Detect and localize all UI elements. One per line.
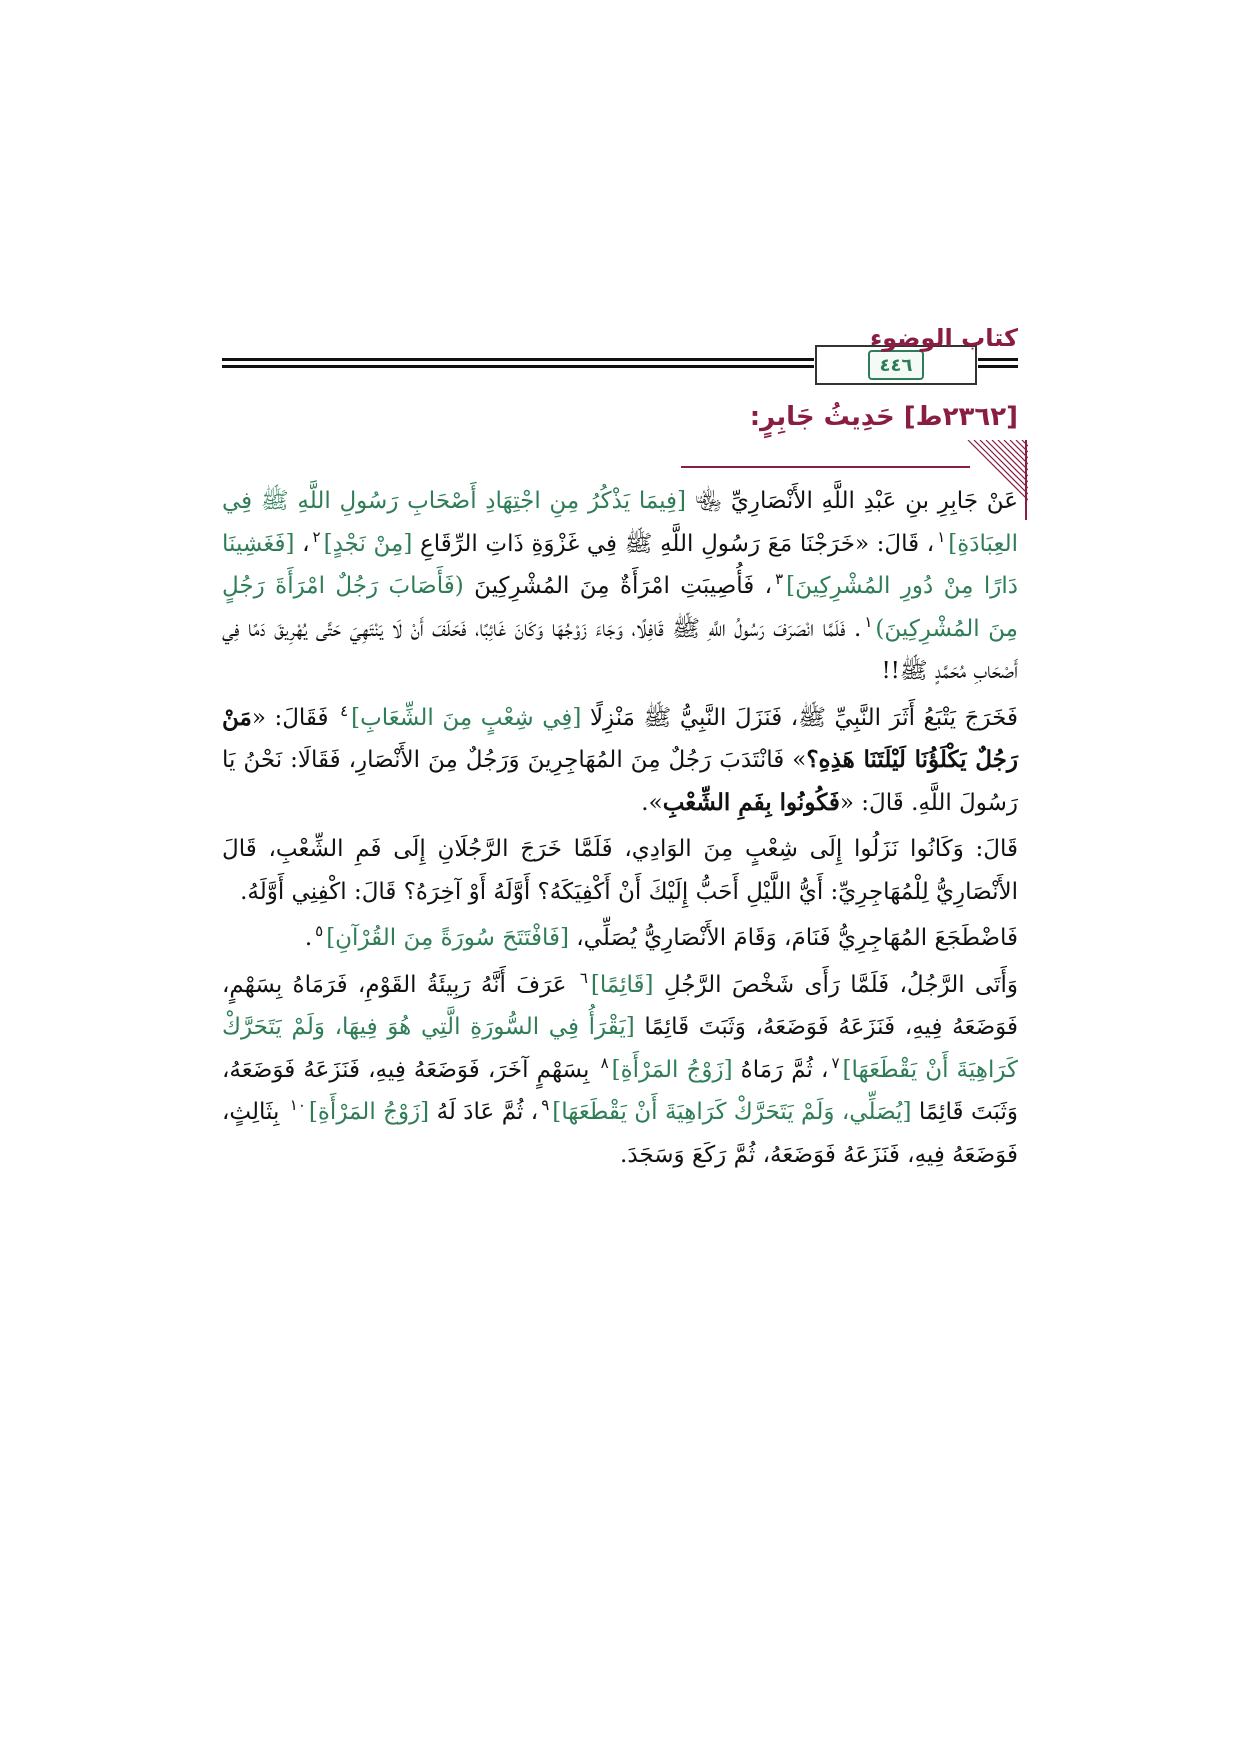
bracketed-addition: [زَوْجُ المَرْأَةِ] <box>308 1099 430 1125</box>
bracketed-addition: [يُصَلِّي، وَلَمْ يَتَحَرَّكْ كَرَاهِيَةَ أَنْ يَقْطَعَهَا] <box>552 1099 912 1125</box>
bracketed-addition: [فِيمَا يَذْكُرُ مِنِ اجْتِهَادِ أَصْحَابِ رَسُولِ اللَّهِ ﷺ فِي العِبَادَةِ] <box>222 488 1018 557</box>
text-run: ، قَالَ: «خَرَجْنَا مَعَ رَسُولِ اللَّهِ ﷺ فِي غَزْوَةِ ذَاتِ الرِّقَاعِ <box>412 530 935 557</box>
book-title: كتاب الوضوء <box>869 324 1018 352</box>
text-run: . <box>304 925 313 951</box>
prophetic-quote: فَكُونُوا بِفَمِ الشِّعْبِ <box>662 788 840 816</box>
prophetic-quote: مَنْ رَجُلٌ يَكْلَؤُنَا لَيْلَتَنَا هَذِهِ؟ <box>222 703 1019 773</box>
text-run: بِثَالِثٍ، فَوَضَعَهُ فِيهِ، فَنَزَعَهُ فَوَضَعَهُ، ثُمَّ رَكَعَ وَسَجَدَ. <box>222 1099 1018 1168</box>
text-run: ، ثُمَّ رَمَاهُ <box>732 1056 829 1083</box>
text-run: فَخَرَجَ يَتْبَعُ أَثَرَ النَّبِيِّ ﷺ، فَنَزَلَ النَّبِيُّ ﷺ مَنْزِلًا <box>581 704 1019 731</box>
bracketed-addition: [فِي شِعْبٍ مِنَ الشِّعَابِ] <box>351 704 582 731</box>
footnote-marker: ١ <box>937 527 946 546</box>
footnote-marker: ٤ <box>340 701 349 720</box>
header-rule <box>978 365 1018 368</box>
paragraph <box>222 964 1018 1177</box>
footnote-marker: ١٠ <box>289 1096 306 1115</box>
text-run: ». <box>641 789 663 816</box>
bracketed-addition: [مِنْ نَجْدٍ] <box>323 530 413 557</box>
footnote-marker: ١ <box>864 612 873 631</box>
text-run: عَنْ جَابِرِ بنِ عَبْدِ اللَّهِ الأَنْصَارِيِّ ﵄ <box>686 488 1018 514</box>
hadith-text <box>222 480 1018 1180</box>
bracketed-addition: [يَقْرَأُ فِي السُّورَةِ الَّتِي هُوَ فِيهَا، وَلَمْ يَتَحَرَّكْ كَرَاهِيَةَ أَنْ يَقْطَعَهَا] <box>222 1014 1018 1083</box>
text-run: فَاضْطَجَعَ المُهَاجِرِيُّ فَنَامَ، وَقَامَ الأَنْصَارِيُّ يُصَلِّي، <box>568 925 1018 951</box>
text-run: قَالَ: وَكَانُوا نَزَلُوا إِلَى شِعْبٍ مِنَ الوَادِي، فَلَمَّا خَرَجَ الرَّجُلَانِ إِلَى فَمِ الشِّعْبِ، قَالَ الأَنْصَارِيُّ لِلْمُهَاجِرِيِّ: أَيُّ اللَّيْلِ أَحَبُّ إِلَيْكَ أَنْ أَكْفِيَكَهُ؟ أَوَّلَهُ أَوْ آخِرَهُ؟ قَالَ: اكْفِنِي أَوَّلَهُ. <box>222 836 1018 905</box>
page-number: ٤٤٦ <box>868 350 924 380</box>
footnote-marker: ٨ <box>600 1053 609 1072</box>
text-run: » فَانْتَدَبَ رَجُلٌ مِنَ المُهَاجِرِينَ وَرَجُلٌ مِنَ الأَنْصَارِ، فَقَالَا: نَحْنُ يَا رَسُولَ اللَّهِ. قَالَ: « <box>222 747 1018 816</box>
text-run: ، ثُمَّ عَادَ لَهُ <box>429 1099 539 1125</box>
header-rule <box>222 358 814 361</box>
text-run: عَرَفَ أَنَّهُ رَبِيئَةُ القَوْمِ، فَرَمَاهُ بِسَهْمٍ، فَوَضَعَهُ فِيهِ، فَنَزَعَهُ فَوَضَعَهُ، وَثَبَتَ قَائِمًا <box>222 971 1018 1040</box>
paragraph <box>222 480 1018 693</box>
text-run: ، فَأُصِيبَتِ امْرَأَةٌ مِنَ المُشْرِكِينَ <box>463 573 773 599</box>
paragraph <box>222 697 1018 825</box>
text-run: . فَلَمَّا انْصَرَفَ رَسُولُ اللَّهِ ﷺ قَافِلًا، وَجَاءَ زَوْجُهَا وَكَانَ غَائِبًا، فَحَلَفَ أَنْ لَا يَنْتَهِيَ حَتَّى يُهْرِيقَ دَمًا فِي أَصْحَابِ مُحَمَّدٍ ﷺ!! <box>222 615 1018 684</box>
bracketed-addition: [زَوْجُ المَرْأَةِ] <box>611 1056 733 1083</box>
footnote-marker: ٦ <box>579 968 588 987</box>
bracketed-addition: [قَائِمًا] <box>590 971 654 998</box>
footnote-marker: ٣ <box>775 570 784 589</box>
text-run: بِسَهْمٍ آخَرَ، فَوَضَعَهُ فِيهِ، فَنَزَعَهُ فَوَضَعَهُ، وَثَبَتَ قَائِمًا <box>222 1056 1018 1125</box>
footnote-marker: ٩ <box>541 1096 550 1115</box>
header-rule <box>222 365 814 368</box>
footnote-marker: ٧ <box>831 1053 840 1072</box>
footnote-marker: ٥ <box>315 922 324 941</box>
section-heading: [٢٣٦٢ط] حَدِيثُ جَابِرٍ: <box>749 402 1018 432</box>
heading-underline <box>681 466 970 468</box>
text-run: وَأَتَى الرَّجُلُ، فَلَمَّا رَأَى شَخْصَ الرَّجُلِ <box>653 971 1018 998</box>
text-run: ، <box>294 530 310 557</box>
bracketed-addition: [فَغَشِينَا دَارًا مِنْ دُورِ المُشْرِكِينَ] <box>222 530 1018 599</box>
page-header <box>222 318 1018 384</box>
bracketed-addition: (فَأَصَابَ رَجُلٌ امْرَأَةَ رَجُلٍ مِنَ المُشْرِكِينَ) <box>222 573 1018 642</box>
paragraph <box>222 828 1018 913</box>
footnote-marker: ٢ <box>312 527 321 546</box>
bracketed-addition: [فَافْتَتَحَ سُورَةً مِنَ القُرْآنِ] <box>326 925 569 951</box>
header-rule <box>978 358 1018 361</box>
paragraph <box>222 917 1018 960</box>
text-run: فَقَالَ: « <box>251 704 338 731</box>
